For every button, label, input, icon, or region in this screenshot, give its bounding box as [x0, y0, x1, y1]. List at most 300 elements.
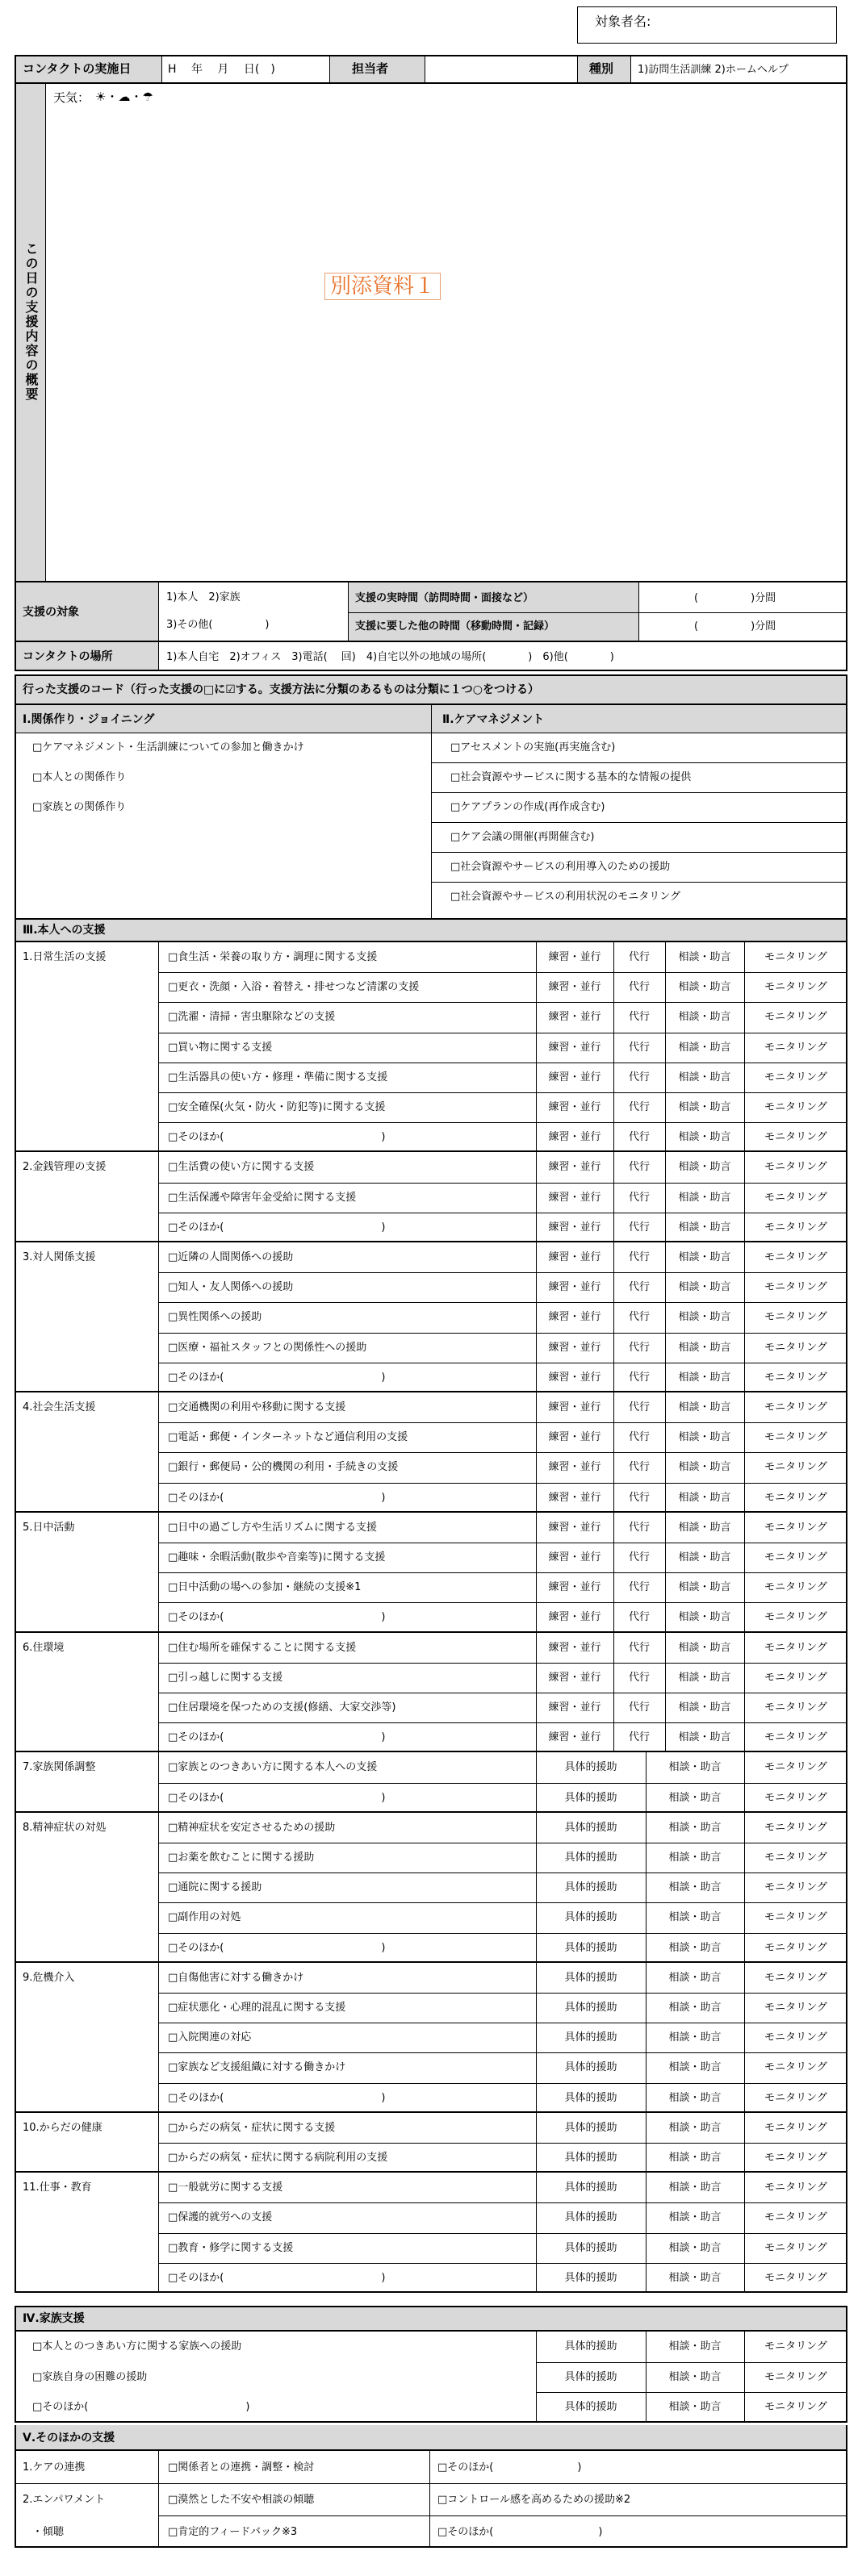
rule-line	[431, 822, 847, 823]
support-method-option[interactable]: 練習・並行	[548, 1311, 601, 1324]
support-method-option[interactable]: 代行	[628, 1281, 650, 1294]
support-method-option[interactable]: 相談・助言	[678, 1311, 731, 1324]
support-method-option[interactable]: モニタリング	[764, 1911, 827, 1924]
place-options[interactable]: 1)本人自宅 2)オフィス 3)電話( 回) 4)自宅以外の地域の場所( ) 6)他( )	[166, 651, 614, 663]
support-method-option[interactable]: 具体的援助	[564, 2121, 617, 2134]
codes-header: 行った支援のコード（行った支援の□に☑する。支援方法に分類のあるものは分類に１つ○をつける）	[23, 683, 539, 696]
support-method-option[interactable]: 練習・並行	[548, 1731, 601, 1744]
support-method-option[interactable]: モニタリング	[764, 1731, 827, 1744]
section-3-item[interactable]: □そのほか( )	[168, 1371, 386, 1384]
support-method-option[interactable]: 代行	[628, 1311, 650, 1324]
support-method-option[interactable]: 相談・助言	[668, 2031, 722, 2044]
section-3-item[interactable]: □医療・福祉スタッフとの関係性への援助	[168, 1341, 367, 1354]
section-3-item[interactable]: □交通機関の利用や移動に関する支援	[168, 1401, 346, 1413]
rule-line	[158, 2263, 847, 2264]
support-method-option[interactable]: 相談・助言	[678, 1131, 731, 1144]
support-method-option[interactable]: モニタリング	[764, 1401, 827, 1413]
support-method-option[interactable]: モニタリング	[764, 1491, 827, 1504]
support-method-option[interactable]: 練習・並行	[548, 1431, 601, 1444]
support-method-option[interactable]: 相談・助言	[668, 1791, 722, 1804]
section-5-item[interactable]: □関係者との連携・調整・検討	[168, 2461, 315, 2474]
rule-line	[158, 1183, 847, 1184]
support-method-option[interactable]: 具体的援助	[564, 1761, 617, 1774]
section-3-item[interactable]: □からだの病気・症状に関する支援	[168, 2121, 336, 2134]
section-5-block	[15, 2451, 847, 2548]
section-3-item[interactable]: □そのほか( )	[168, 1221, 386, 1234]
section-3-item[interactable]: □そのほか( )	[168, 1791, 386, 1804]
section-5-row-label: ・傾聴	[32, 2526, 65, 2538]
rule-line	[158, 1902, 847, 1903]
section-3-item[interactable]: □精神症状を安定させるための援助	[168, 1821, 336, 1834]
section-3-item[interactable]: □そのほか( )	[168, 2091, 386, 2104]
support-method-option[interactable]: 具体的援助	[564, 2211, 617, 2224]
support-method-option[interactable]: モニタリング	[764, 1101, 827, 1113]
support-method-option[interactable]: 相談・助言	[678, 1611, 731, 1624]
section-3-item[interactable]: □異性関係への援助	[168, 1311, 262, 1324]
support-method-option[interactable]: モニタリング	[764, 1852, 827, 1864]
support-method-option[interactable]: 相談・助言	[678, 1461, 731, 1474]
support-method-option[interactable]: モニタリング	[764, 1551, 827, 1564]
support-method-option[interactable]: モニタリング	[764, 2031, 827, 2044]
section-3-item[interactable]: □教育・修学に関する支援	[168, 2241, 294, 2254]
section-5-item[interactable]: □そのほか( )	[437, 2461, 582, 2474]
section-3-item[interactable]: □日中活動の場への参加・継続の支援※1	[168, 1581, 362, 1594]
support-method-option[interactable]: モニタリング	[764, 1041, 827, 1054]
support-method-option[interactable]: 相談・助言	[668, 1941, 722, 1954]
section-3-item[interactable]: □食生活・栄養の取り方・調理に関する支援	[168, 951, 378, 963]
support-method-option[interactable]: 具体的援助	[564, 2370, 617, 2383]
rule-line	[431, 852, 847, 853]
support-method-option[interactable]: モニタリング	[764, 981, 827, 994]
support-method-option[interactable]: 相談・助言	[668, 2241, 722, 2254]
section-5-item[interactable]: □肯定的フィードバック※3	[168, 2526, 298, 2538]
support-method-option[interactable]: モニタリング	[764, 1971, 827, 1984]
support-method-option[interactable]: 相談・助言	[678, 1161, 731, 1174]
staff-field[interactable]	[425, 56, 576, 82]
support-method-option[interactable]: モニタリング	[764, 2061, 827, 2074]
section-2-item[interactable]: □社会資源やサービスに関する基本的な情報の提供	[450, 771, 692, 783]
support-method-option[interactable]: 具体的援助	[564, 2340, 617, 2353]
support-method-option[interactable]: 練習・並行	[548, 1611, 601, 1624]
section-1-item[interactable]: □家族との関係作り	[32, 801, 127, 813]
support-method-option[interactable]: モニタリング	[764, 1641, 827, 1654]
rule-line	[158, 2233, 847, 2234]
section-3-item[interactable]: □家族とのつきあい方に関する本人への支援	[168, 1761, 378, 1774]
support-method-option[interactable]: モニタリング	[764, 1011, 827, 1024]
section-3-item[interactable]: □日中の過ごし方や生活リズムに関する支援	[168, 1521, 378, 1534]
rule-line	[15, 2483, 847, 2484]
section-5-title: Ⅴ.そのほかの支援	[23, 2432, 115, 2444]
support-method-option[interactable]: モニタリング	[764, 1311, 827, 1324]
support-method-option[interactable]: 練習・並行	[548, 1461, 601, 1474]
section-3-item[interactable]: □近隣の人間関係への援助	[168, 1251, 294, 1263]
support-method-option[interactable]: モニタリング	[764, 1191, 827, 1204]
support-method-option[interactable]: 具体的援助	[564, 1971, 617, 1984]
support-method-option[interactable]: モニタリング	[764, 2181, 827, 2194]
target-label: 支援の対象	[23, 606, 79, 619]
support-method-option[interactable]: 練習・並行	[548, 1371, 601, 1384]
support-method-option[interactable]: 具体的援助	[564, 2152, 617, 2164]
section-3-item[interactable]: □安全確保(火気・防火・防犯等)に関する支援	[168, 1101, 386, 1113]
support-method-option[interactable]: 代行	[628, 1731, 650, 1744]
section-5-row-label: 2.エンパワメント	[23, 2494, 106, 2506]
section-3-item[interactable]: □生活器具の使い方・修理・準備に関する支援	[168, 1071, 388, 1083]
support-method-option[interactable]: 練習・並行	[548, 1191, 601, 1204]
support-method-option[interactable]: 代行	[628, 1641, 650, 1654]
section-4-item[interactable]: □本人とのつきあい方に関する家族への援助	[32, 2340, 242, 2353]
time1-field[interactable]: ( )分間	[694, 592, 776, 604]
support-method-option[interactable]: 代行	[628, 1701, 650, 1714]
section-3-item[interactable]: □知人・友人関係への援助	[168, 1281, 294, 1294]
section-3-group-label: 4.社会生活支援	[23, 1401, 96, 1413]
support-method-option[interactable]: モニタリング	[764, 2241, 827, 2254]
support-method-option[interactable]: 相談・助言	[678, 951, 731, 963]
rule-line	[158, 2143, 847, 2144]
rule-line	[158, 1602, 847, 1603]
support-method-option[interactable]: モニタリング	[764, 1131, 827, 1144]
support-method-option[interactable]: モニタリング	[764, 1221, 827, 1234]
support-method-option[interactable]: 代行	[628, 1371, 650, 1384]
rule-line	[158, 2451, 159, 2548]
section-3-item[interactable]: □そのほか( )	[168, 1491, 386, 1504]
section-3-item[interactable]: □銀行・郵便局・公的機関の利用・手続きの支援	[168, 1461, 399, 1474]
support-method-option[interactable]: 相談・助言	[678, 1371, 731, 1384]
section-3-item[interactable]: □自傷他害に対する働きかけ	[168, 1971, 304, 1984]
summary-side-label: この日の支援内容の概要	[23, 242, 39, 402]
support-method-option[interactable]: 練習・並行	[548, 981, 601, 994]
support-method-option[interactable]: モニタリング	[764, 1251, 827, 1263]
support-method-option[interactable]: 練習・並行	[548, 1401, 601, 1413]
section-3-item[interactable]: □生活費の使い方に関する支援	[168, 1161, 315, 1174]
rule-line	[158, 1092, 847, 1093]
section-3-item[interactable]: □入院関連の対応	[168, 2031, 252, 2044]
section-3-item[interactable]: □そのほか( )	[168, 1731, 386, 1744]
support-method-option[interactable]: モニタリング	[764, 1791, 827, 1804]
target-option-1[interactable]: 1)本人 2)家族	[166, 591, 241, 603]
support-method-option[interactable]: 具体的援助	[564, 1821, 617, 1834]
support-method-option[interactable]: 練習・並行	[548, 1671, 601, 1684]
support-method-option[interactable]: 練習・並行	[548, 1701, 601, 1714]
section-1-item[interactable]: □本人との関係作り	[32, 771, 127, 783]
section-3-item[interactable]: □お薬を飲むことに関する援助	[168, 1852, 315, 1864]
section-2-title: Ⅱ.ケアマネジメント	[442, 713, 545, 726]
section-3-item[interactable]: □買い物に関する支援	[168, 1041, 273, 1054]
rule-line	[158, 1783, 847, 1784]
rule-line	[536, 2392, 847, 2393]
stamp-text: 別添資料１	[324, 273, 441, 300]
support-method-option[interactable]: モニタリング	[764, 1761, 827, 1774]
support-method-option[interactable]: 代行	[628, 1131, 650, 1144]
support-method-option[interactable]: 具体的援助	[564, 1911, 617, 1924]
section-3-item[interactable]: □電話・郵便・インターネットなど通信利用の支援	[168, 1431, 408, 1444]
support-method-option[interactable]: 練習・並行	[548, 1581, 601, 1594]
section-4-item[interactable]: □家族自身の困難の援助	[32, 2370, 148, 2383]
section-5-header-row	[15, 2425, 847, 2451]
rule-line	[158, 972, 847, 973]
support-method-option[interactable]: 具体的援助	[564, 2241, 617, 2254]
support-method-option[interactable]: 相談・助言	[678, 1731, 731, 1744]
rule-line	[158, 2083, 847, 2084]
support-method-option[interactable]: 相談・助言	[668, 1971, 722, 1984]
section-3-group-label: 2.金銭管理の支援	[23, 1161, 107, 1174]
section-1-title: Ⅰ.関係作り・ジョイニング	[23, 713, 155, 726]
support-method-option[interactable]: モニタリング	[764, 1701, 827, 1714]
support-method-option[interactable]: 代行	[628, 1491, 650, 1504]
support-method-option[interactable]: 具体的援助	[564, 2002, 617, 2014]
support-method-option[interactable]: 代行	[628, 1551, 650, 1564]
support-method-option[interactable]: 代行	[628, 1341, 650, 1354]
support-method-option[interactable]: 代行	[628, 1401, 650, 1413]
section-2-item[interactable]: □社会資源やサービスの利用導入のための援助	[450, 861, 671, 873]
support-method-option[interactable]: 相談・助言	[678, 1011, 731, 1024]
support-method-option[interactable]: 代行	[628, 1191, 650, 1204]
support-method-option[interactable]: 具体的援助	[564, 2401, 617, 2413]
support-method-option[interactable]: モニタリング	[764, 2211, 827, 2224]
section-3-group-label: 5.日中活動	[23, 1521, 75, 1534]
support-method-option[interactable]: 相談・助言	[668, 2091, 722, 2104]
support-method-option[interactable]: 相談・助言	[668, 1761, 722, 1774]
support-method-option[interactable]: モニタリング	[764, 2370, 827, 2383]
section-3-item[interactable]: □保護的就労への支援	[168, 2211, 273, 2224]
section-2-item[interactable]: □社会資源やサービスの利用状況のモニタリング	[450, 891, 681, 903]
support-method-option[interactable]: 相談・助言	[678, 1101, 731, 1113]
support-method-option[interactable]: モニタリング	[764, 1671, 827, 1684]
support-method-option[interactable]: 具体的援助	[564, 2031, 617, 2044]
support-method-option[interactable]: 相談・助言	[678, 1191, 731, 1204]
support-method-option[interactable]: モニタリング	[764, 2340, 827, 2353]
rule-line	[158, 942, 159, 1152]
section-3-item[interactable]: □一般就労に関する支援	[168, 2181, 283, 2194]
support-method-option[interactable]: モニタリング	[764, 1341, 827, 1354]
support-method-option[interactable]: 相談・助言	[678, 1221, 731, 1234]
section-3-item[interactable]: □趣味・余暇活動(散歩や音楽等)に関する支援	[168, 1551, 386, 1564]
support-method-option[interactable]: 代行	[628, 1101, 650, 1113]
support-method-option[interactable]: 相談・助言	[668, 1881, 722, 1894]
rule-line	[536, 2362, 847, 2363]
section-2-item[interactable]: □ケアプランの作成(再作成含む)	[450, 801, 605, 813]
support-method-option[interactable]: 練習・並行	[548, 1491, 601, 1504]
support-method-option[interactable]: 練習・並行	[548, 1161, 601, 1174]
support-method-option[interactable]: モニタリング	[764, 2121, 827, 2134]
section-3-group-label: 1.日常生活の支援	[23, 951, 107, 963]
support-method-option[interactable]: 具体的援助	[564, 2061, 617, 2074]
section-3-group-label: 3.対人関係支援	[23, 1251, 96, 1263]
section-3-item[interactable]: □引っ越しに関する支援	[168, 1671, 283, 1684]
section-3-item[interactable]: □そのほか( )	[168, 1131, 386, 1144]
section-2-item[interactable]: □アセスメントの実施(再実施含む)	[450, 741, 616, 754]
target-option-2[interactable]: 3)その他( )	[166, 619, 270, 631]
support-method-option[interactable]: 相談・助言	[668, 2061, 722, 2074]
rule-line	[158, 1483, 847, 1484]
support-method-option[interactable]: 具体的援助	[564, 1791, 617, 1804]
support-method-option[interactable]: 相談・助言	[668, 2181, 722, 2194]
support-method-option[interactable]: 相談・助言	[678, 1251, 731, 1263]
section-1-item[interactable]: □ケアマネジメント・生活訓練についての参加と働きかけ	[32, 741, 304, 754]
support-method-option[interactable]: 代行	[628, 1071, 650, 1083]
support-method-option[interactable]: 相談・助言	[668, 1911, 722, 1924]
support-method-option[interactable]: 相談・助言	[668, 2340, 722, 2353]
support-method-option[interactable]: モニタリング	[764, 1521, 827, 1534]
support-method-option[interactable]: 相談・助言	[678, 1671, 731, 1684]
rule-line	[158, 2052, 847, 2053]
support-method-option[interactable]: モニタリング	[764, 1611, 827, 1624]
type-label: 種別	[589, 61, 614, 76]
section-5-row-label: 1.ケアの連携	[23, 2461, 86, 2474]
support-method-option[interactable]: 相談・助言	[668, 1852, 722, 1864]
weather-label: 天気：	[53, 90, 90, 105]
support-method-option[interactable]: 相談・助言	[668, 1821, 722, 1834]
support-method-option[interactable]: 練習・並行	[548, 1251, 601, 1263]
support-method-option[interactable]: モニタリング	[764, 1581, 827, 1594]
section-5-item[interactable]: □コントロール感を高めるための援助※2	[437, 2494, 631, 2506]
support-method-option[interactable]: 相談・助言	[668, 2002, 722, 2014]
section-3-item[interactable]: □住居環境を保つための支援(修繕、大家交渉等)	[168, 1701, 396, 1714]
section-4-title: Ⅳ.家族支援	[23, 2312, 85, 2325]
rule-line	[158, 1302, 847, 1303]
rule-line	[158, 1963, 159, 2113]
support-method-option[interactable]: モニタリング	[764, 2002, 827, 2014]
support-method-option[interactable]: 相談・助言	[678, 1431, 731, 1444]
support-method-option[interactable]: 相談・助言	[678, 1281, 731, 1294]
section-3-item[interactable]: □洗濯・清掃・害虫駆除などの支援	[168, 1011, 336, 1024]
support-method-option[interactable]: モニタリング	[764, 1371, 827, 1384]
section-3-group-label: 11.仕事・教育	[23, 2181, 92, 2194]
support-method-option[interactable]: モニタリング	[764, 2152, 827, 2164]
support-method-option[interactable]: 具体的援助	[564, 2271, 617, 2284]
rule-line	[158, 1813, 159, 1963]
section-3-item[interactable]: □通院に関する援助	[168, 1881, 262, 1894]
rule-line	[158, 1722, 847, 1723]
summary-text-area[interactable]	[47, 110, 846, 581]
rule-line	[158, 1122, 847, 1123]
weather-icons[interactable]: ☀・☁・☂	[95, 90, 153, 104]
support-method-option[interactable]: モニタリング	[764, 1881, 827, 1894]
support-method-option[interactable]: 練習・並行	[548, 1011, 601, 1024]
support-method-option[interactable]: モニタリング	[764, 1071, 827, 1083]
rule-line	[429, 2451, 430, 2548]
section-5-item[interactable]: □漠然とした不安や相談の傾聴	[168, 2494, 315, 2506]
support-method-option[interactable]: 相談・助言	[678, 981, 731, 994]
support-method-option[interactable]: 練習・並行	[548, 1221, 601, 1234]
support-method-option[interactable]: 具体的援助	[564, 2181, 617, 2194]
support-method-option[interactable]: 代行	[628, 1581, 650, 1594]
support-method-option[interactable]: 代行	[628, 1041, 650, 1054]
support-method-option[interactable]: モニタリング	[764, 2271, 827, 2284]
section-3-group-label: 8.精神症状の対処	[23, 1821, 107, 1834]
section-3-item[interactable]: □生活保護や障害年金受給に関する支援	[168, 1191, 357, 1204]
support-method-option[interactable]: 練習・並行	[548, 1041, 601, 1054]
section-3-item[interactable]: □症状悪化・心理的混乱に関する支援	[168, 2002, 346, 2014]
support-method-option[interactable]: 相談・助言	[668, 2401, 722, 2413]
type-options[interactable]: 1)訪問生活訓練 2)ホームヘルプ	[638, 64, 789, 76]
support-method-option[interactable]: 相談・助言	[668, 2370, 722, 2383]
section-2-item[interactable]: □ケア会議の開催(再開催含む)	[450, 831, 595, 843]
support-method-option[interactable]: モニタリング	[764, 951, 827, 963]
support-method-option[interactable]: 練習・並行	[548, 1551, 601, 1564]
support-method-option[interactable]: モニタリング	[764, 1161, 827, 1174]
rule-line	[158, 1572, 847, 1573]
section-3-item[interactable]: □からだの病気・症状に関する病院利用の支援	[168, 2152, 388, 2164]
support-method-option[interactable]: 代行	[628, 1461, 650, 1474]
support-method-option[interactable]: 具体的援助	[564, 2091, 617, 2104]
rule-line	[158, 1993, 847, 1994]
support-method-option[interactable]: モニタリング	[764, 1821, 827, 1834]
support-method-option[interactable]: 代行	[628, 1251, 650, 1263]
support-method-option[interactable]: 相談・助言	[678, 1341, 731, 1354]
support-method-option[interactable]: 練習・並行	[548, 1341, 601, 1354]
support-method-option[interactable]: モニタリング	[764, 1281, 827, 1294]
section-4-header-row	[15, 2306, 847, 2332]
support-method-option[interactable]: 代行	[628, 951, 650, 963]
support-method-option[interactable]: 代行	[628, 981, 650, 994]
section-3-item[interactable]: □副作用の対処	[168, 1911, 241, 1924]
support-method-option[interactable]: 練習・並行	[548, 1641, 601, 1654]
support-method-option[interactable]: 代行	[628, 1521, 650, 1534]
support-method-option[interactable]: 相談・助言	[678, 1491, 731, 1504]
section-3-item[interactable]: □家族など支援組織に対する働きかけ	[168, 2061, 346, 2074]
support-method-option[interactable]: 相談・助言	[678, 1551, 731, 1564]
rule-line	[158, 1452, 847, 1453]
support-method-option[interactable]: 練習・並行	[548, 1281, 601, 1294]
support-method-option[interactable]: 代行	[628, 1611, 650, 1624]
support-method-option[interactable]: 代行	[628, 1431, 650, 1444]
support-method-option[interactable]: 代行	[628, 1221, 650, 1234]
support-method-option[interactable]: 具体的援助	[564, 1941, 617, 1954]
support-method-option[interactable]: 代行	[628, 1161, 650, 1174]
place-label: コンタクトの場所	[23, 650, 113, 663]
section-5-item[interactable]: □そのほか( )	[437, 2526, 603, 2538]
section-3-item[interactable]: □そのほか( )	[168, 1611, 386, 1624]
support-method-option[interactable]: 相談・助言	[678, 1641, 731, 1654]
support-method-option[interactable]: モニタリング	[764, 1941, 827, 1954]
support-method-option[interactable]: 相談・助言	[678, 1581, 731, 1594]
section-3-item[interactable]: □更衣・洗顔・入浴・着替え・排せつなど清潔の支援	[168, 981, 420, 994]
support-method-option[interactable]: 相談・助言	[668, 2152, 722, 2164]
target-person-label: 対象者名:	[595, 14, 651, 29]
staff-label: 担当者	[352, 61, 389, 76]
support-method-option[interactable]: モニタリング	[764, 2401, 827, 2413]
support-method-option[interactable]: 練習・並行	[548, 951, 601, 963]
support-method-option[interactable]: 具体的援助	[564, 1852, 617, 1864]
support-method-option[interactable]: 相談・助言	[668, 2211, 722, 2224]
section-3-item[interactable]: □住む場所を確保することに関する支援	[168, 1641, 357, 1654]
section-3-item[interactable]: □そのほか( )	[168, 1941, 386, 1954]
support-method-option[interactable]: 代行	[628, 1671, 650, 1684]
support-method-option[interactable]: モニタリング	[764, 1431, 827, 1444]
support-method-option[interactable]: 相談・助言	[678, 1521, 731, 1534]
support-method-option[interactable]: 練習・並行	[548, 1071, 601, 1083]
support-method-option[interactable]: 相談・助言	[678, 1701, 731, 1714]
support-method-option[interactable]: 練習・並行	[548, 1101, 601, 1113]
support-method-option[interactable]: 相談・助言	[678, 1401, 731, 1413]
support-method-option[interactable]: 相談・助言	[668, 2271, 722, 2284]
support-method-option[interactable]: 相談・助言	[678, 1041, 731, 1054]
section-4-item[interactable]: □そのほか( )	[32, 2401, 250, 2413]
support-method-option[interactable]: 練習・並行	[548, 1131, 601, 1144]
rule-line	[158, 2202, 847, 2203]
section-3-item[interactable]: □そのほか( )	[168, 2271, 386, 2284]
support-method-option[interactable]: 代行	[628, 1011, 650, 1024]
support-method-option[interactable]: 具体的援助	[564, 1881, 617, 1894]
support-method-option[interactable]: モニタリング	[764, 1461, 827, 1474]
contact-date-field[interactable]: H 年 月 日( )	[168, 63, 275, 76]
support-method-option[interactable]: 練習・並行	[548, 1521, 601, 1534]
support-method-option[interactable]: 相談・助言	[678, 1071, 731, 1083]
support-method-option[interactable]: モニタリング	[764, 2091, 827, 2104]
time2-field[interactable]: ( )分間	[694, 620, 776, 633]
contact-date-label: コンタクトの実施日	[23, 61, 132, 76]
support-method-option[interactable]: 相談・助言	[668, 2121, 722, 2134]
